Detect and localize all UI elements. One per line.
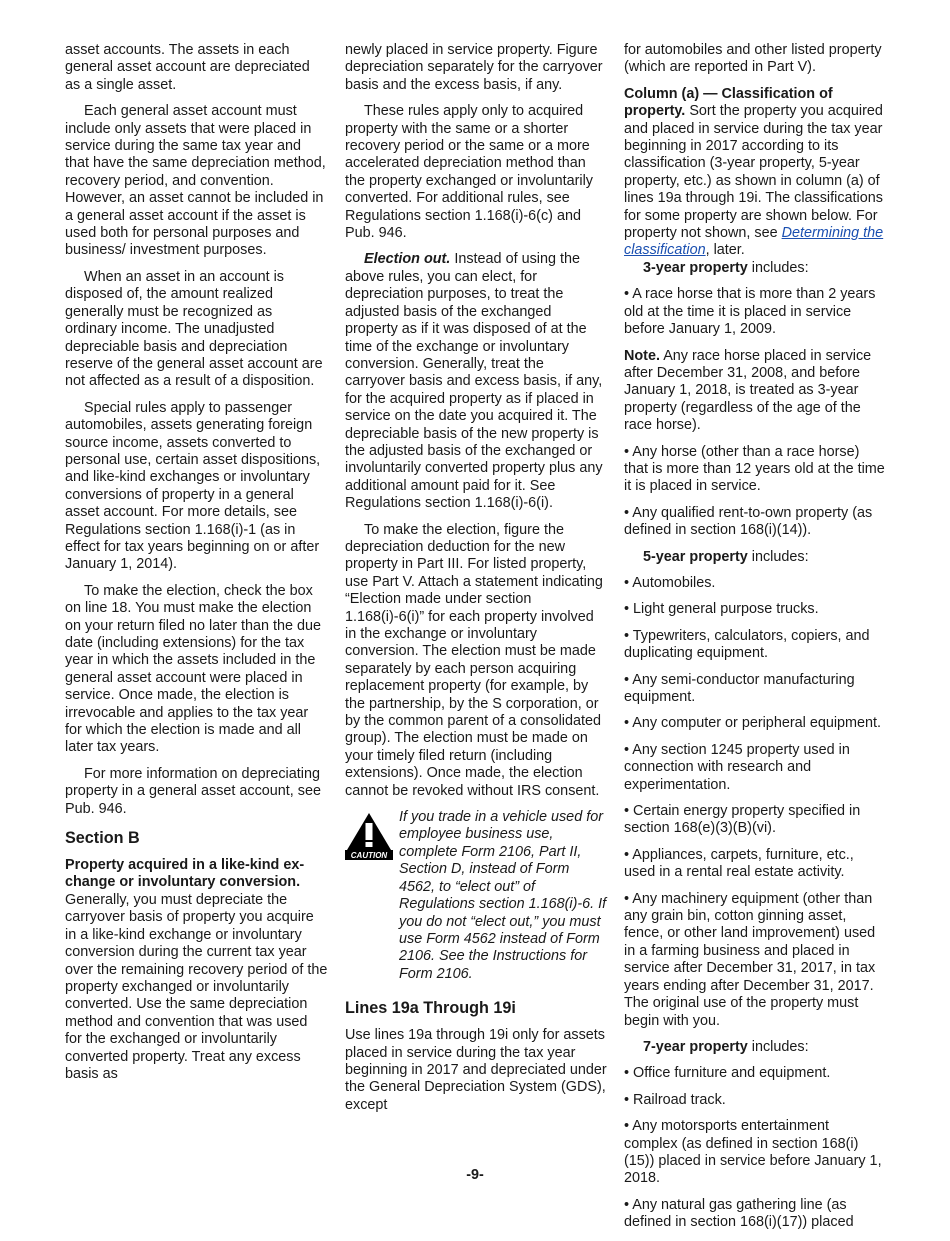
seven-year-label: 7-year property	[643, 1038, 748, 1055]
list-item: • Any motorsports entertainment complex (as defined in section 168(i) (15)) placed in service before January 1, 2018.	[624, 1118, 882, 1187]
paragraph: newly placed in service property. Figure depreciation separately for the carryover basis and the excess basis, if any.	[345, 42, 603, 93]
determining-classification-link[interactable]: Determining the classification	[624, 225, 884, 259]
three-year-heading	[624, 260, 886, 277]
paragraph: To make the election, check the box on line 18. You must make the election on your return filed no later than the due date (including extensions) for the tax year in which the assets included in the general asset account were placed in service. Once made, the election is irrevocable and applies to the tax year for which the election is made and all later tax years.	[65, 582, 322, 756]
paragraph: To make the election, figure the depreciation deduction for the new property in Part III. For listed property, use Part V. Attach a statement indicating “Election made under section 1.168(i)-6(i)” for each property involved in the exchange or involuntary conversion. The election must be made separately by each person acquiring replacement property (for example, by the partnership, by the S corporation, or by the common parent of a consolidated group). The election must be made on your timely filed return (including extensions). Once made, the election cannot be revoked without IRS consent.	[345, 521, 603, 799]
paragraph: Use lines 19a through 19i only for assets placed in service during the tax year beginning in 2017 and depreciated under the General Depreciation System (GDS), except	[345, 1027, 607, 1113]
column-a-end: , later.	[705, 242, 745, 259]
section-b-heading: Section B	[65, 829, 140, 848]
list-item: • Any horse (other than a race horse) that is more than 12 years old at the time it is placed in service.	[624, 443, 885, 495]
paragraph: Each general asset account must include only assets that were placed in service during the same tax year and that have the same depreciation method, recovery period, and convention. However, an asset cannot be included in a general asset account if the asset is used both for personal purposes and business/ investment purposes.	[65, 103, 326, 259]
column-left	[65, 42, 328, 1092]
list-item: • Any machinery equipment (other than any grain bin, cotton ginning asset, fence, or other land improvement) used in a farming business and placed in service after December 31, 2017, in tax years ending after December 31, 2017. The original use of the property must begin with you.	[624, 890, 876, 1029]
list-item: • Certain energy property specified in section 168(e)(3)(B)(vi).	[624, 803, 861, 837]
list-item: • Office furniture and equipment.	[624, 1065, 831, 1082]
list-item: • Any semi-conductor manufacturing equipment.	[624, 671, 855, 705]
election-out-label: Election out.	[364, 251, 451, 268]
column-a-heading: Column (a) — Classification of property.	[624, 85, 833, 120]
three-year-label: 3-year property	[643, 259, 748, 276]
three-year-tail: includes:	[751, 259, 809, 276]
note	[624, 348, 886, 435]
paragraph: asset accounts. The assets in each general asset account are depreciated as a single asset.	[65, 42, 310, 93]
likekind-heading: Property acquired in a like-kind ex-change or involuntary conversion.	[65, 857, 305, 891]
list-item: • Any qualified rent-to-own property (as defined in section 168(i)(14)).	[624, 504, 873, 539]
note-label: Note.	[624, 347, 660, 364]
list-item: • Typewriters, calculators, copiers, and duplicating equipment.	[624, 627, 870, 662]
list-item: • A race horse that is more than 2 years old at the time it is placed in service before January 1, 2009.	[624, 286, 876, 338]
caution-box	[345, 809, 607, 983]
paragraph: When an asset in an account is disposed of, the amount realized generally must be recognized as ordinary income. The unadjusted depreciable basis and depreciation reserve of the general asset account are not affected as a result of a disposition.	[65, 268, 323, 390]
page-number: -9-	[466, 1167, 484, 1183]
caution-icon	[345, 812, 393, 860]
paragraph: Special rules apply to passenger automobiles, assets generating foreign source income, assets converted to personal use, certain asset dispositions, and like-kind exchanges or involuntary conversions of property in a general asset account. For more details, see Regulations section 1.168(i)-1 (as in effect for tax years beginning on or after January 1, 2014).	[65, 399, 321, 573]
list-item: • Any computer or peripheral equipment.	[624, 715, 882, 732]
five-year-heading	[624, 549, 886, 566]
likekind-body: Generally, you must depreciate the carryover basis of property you acquire in a like-kind exchange or involuntary conversion during the current tax year over the remaining recovery period of the property exchanged or involuntarily converted. Use the same depreciation method and convention that was used for the exchanged or involuntarily converted property. Treat any excess basis as	[65, 891, 328, 1082]
five-year-tail: includes:	[751, 548, 809, 565]
list-item: • Any section 1245 property used in connection with research and experimentation.	[624, 741, 850, 793]
paragraph: For more information on depreciating property in a general asset account, see Pub. 946.	[65, 765, 321, 817]
five-year-label: 5-year property	[643, 548, 748, 565]
list-item: • Railroad track.	[624, 1091, 726, 1108]
list-item: • Light general purpose trucks.	[624, 601, 819, 618]
caution-label: CAUTION	[350, 851, 388, 861]
paragraph	[65, 857, 328, 1083]
paragraph	[624, 86, 886, 260]
lines-heading: Lines 19a Through 19i	[345, 999, 516, 1018]
list-item: • Automobiles.	[624, 574, 716, 591]
note-body: Any race horse placed in service after December 31, 2008, and before January 1, 2018, is treated as 3-year property (regardless of the age of the race horse).	[624, 347, 872, 434]
column-middle	[345, 42, 607, 1123]
list-item: • Appliances, carpets, furniture, etc., used in a rental real estate activity.	[624, 846, 854, 881]
paragraph: These rules apply only to acquired property with the same or a shorter recovery period or the same or a more accelerated depreciation method than the property exchanged or involuntarily converted. For additional rules, see Regulations section 1.168(i)-6(c) and Pub. 946.	[345, 103, 593, 242]
list-item: • Any natural gas gathering line (as defined in section 168(i)(17)) placed	[624, 1196, 854, 1231]
caution-text: If you trade in a vehicle used for employee business use, complete Form 2106, Part II, Section D, instead of Form 4562, to “elect out” of Regulations section 1.168(i)-6. If you do not “elect out,” you must use Form 4562 instead of Form 2106. See the Instructions for Form 2106.	[399, 809, 607, 982]
column-a-body: Sort the property you acquired and placed in service during the tax year beginning in 2017 according to its classification (3-year property, 5-year property, etc.) as shown in column (a) of lines 19a through 19i. The classifications for some property are shown below. For property not shown, see	[624, 103, 883, 242]
paragraph: for automobiles and other listed property (which are reported in Part V).	[624, 42, 882, 76]
seven-year-heading	[624, 1039, 886, 1056]
column-right	[624, 42, 886, 1241]
seven-year-tail: includes:	[751, 1038, 809, 1055]
election-out-body: Instead of using the above rules, you can elect, for depreciation purposes, to treat the adjusted basis of the exchanged property as if it was disposed of at the time of the exchange or involuntary conversion. Generally, treat the carryover basis and excess basis, if any, for the acquired property as if placed in service on the date you acquired it. The depreciable basis of the new property is the adjusted basis of the exchanged or involuntarily converted property plus any additional amount paid for it. See Regulations section 1.168(i)-6(i).	[345, 251, 603, 512]
paragraph	[345, 251, 607, 512]
